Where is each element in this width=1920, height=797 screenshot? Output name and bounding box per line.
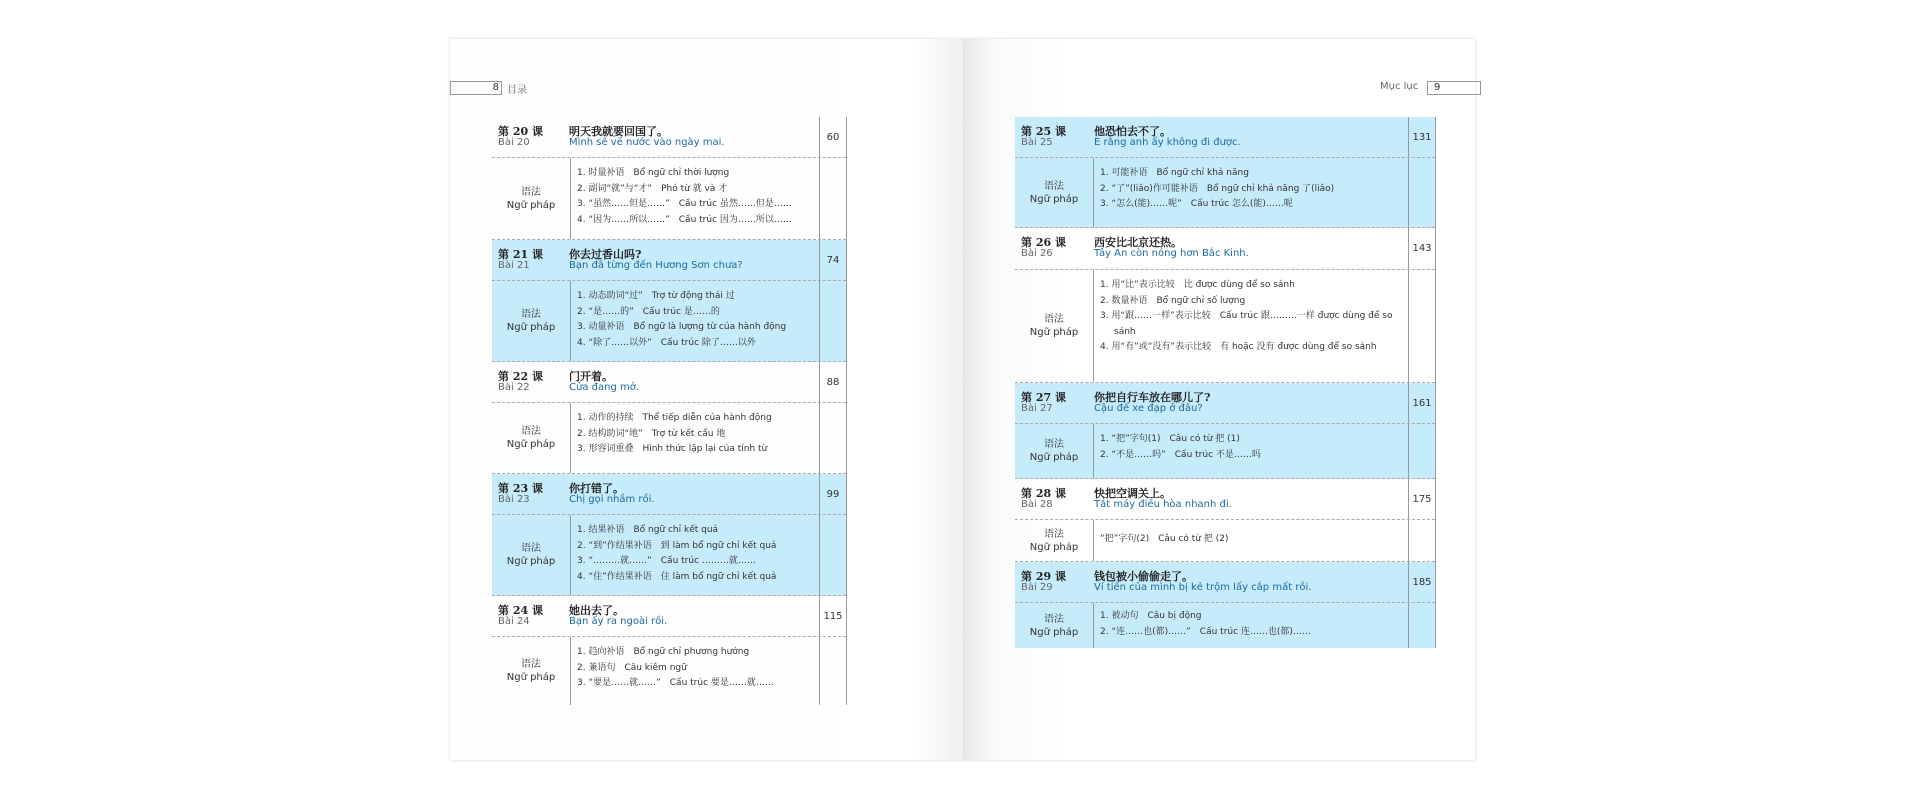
lesson-title-vi: Mình sẽ về nước vào ngày mai. bbox=[569, 137, 725, 148]
grammar-item: 2. “连……也(都)……” Cấu trúc 连……也(都)…… bbox=[1100, 626, 1311, 637]
grammar-item: 2. “到”作结果补语 到 làm bổ ngữ chỉ kết quả bbox=[577, 540, 777, 551]
grammar-item: 1. 动态助词“过” Trợ từ động thái 过 bbox=[577, 291, 735, 301]
grammar-page-cell bbox=[819, 403, 846, 473]
grammar-page-cell bbox=[1408, 520, 1435, 561]
grammar-block bbox=[1015, 270, 1435, 383]
lesson-number-vi: Bài 24 bbox=[498, 616, 530, 627]
lesson-page: 99 bbox=[819, 474, 846, 514]
grammar-page-cell bbox=[1408, 158, 1435, 227]
lesson-title-vi: Cậu để xe đạp ở đâu? bbox=[1094, 403, 1203, 414]
page-header: 目录 bbox=[507, 85, 527, 96]
grammar-list bbox=[1093, 158, 1409, 227]
grammar-label-zh: 语法 bbox=[1044, 528, 1064, 540]
page-number: 8 bbox=[492, 82, 499, 93]
lesson-title: 明天我就要回国了。 bbox=[569, 125, 668, 138]
grammar-label bbox=[1015, 158, 1093, 227]
left-page bbox=[450, 39, 965, 760]
grammar-item: 3. 形容词重叠 Hình thức lặp lại của tính từ bbox=[577, 444, 768, 454]
grammar-list bbox=[570, 403, 820, 473]
grammar-block bbox=[1015, 158, 1435, 228]
grammar-item: 3. “要是……就……” Cấu trúc 要是……就…… bbox=[577, 678, 774, 688]
grammar-label bbox=[1015, 603, 1093, 648]
grammar-item: 2. “是……的” Cấu trúc 是……的 bbox=[577, 306, 720, 317]
lesson-row[interactable] bbox=[1015, 383, 1435, 424]
lesson-row[interactable] bbox=[492, 596, 846, 637]
lesson-row[interactable] bbox=[1015, 117, 1435, 158]
lesson-row[interactable] bbox=[492, 117, 846, 158]
grammar-item: 1. 用“比”表示比较 比 được dùng để so sánh bbox=[1100, 280, 1295, 290]
grammar-item: 4. “除了……以外” Cấu trúc 除了……以外 bbox=[577, 337, 756, 348]
grammar-block bbox=[492, 281, 846, 362]
lesson-number: 第 29 课 bbox=[1021, 570, 1066, 583]
page-number: 9 bbox=[1434, 82, 1441, 93]
grammar-item: “把”字句(2) Câu có từ 把 (2) bbox=[1100, 534, 1229, 544]
grammar-item: 4. “住”作结果补语 住 làm bổ ngữ chỉ kết quả bbox=[577, 571, 777, 582]
grammar-item: 3. 动量补语 Bổ ngữ là lượng từ của hành động bbox=[577, 322, 787, 332]
grammar-list bbox=[1093, 424, 1409, 478]
grammar-item: 2. 数量补语 Bổ ngữ chỉ số lượng bbox=[1100, 295, 1246, 306]
lesson-row[interactable] bbox=[492, 240, 846, 281]
grammar-label bbox=[492, 158, 570, 239]
lesson-title: 快把空调关上。 bbox=[1094, 487, 1171, 500]
grammar-label bbox=[1015, 520, 1093, 561]
grammar-block bbox=[492, 637, 846, 705]
grammar-label-zh: 语法 bbox=[521, 659, 541, 670]
lesson-number: 第 26 课 bbox=[1021, 236, 1066, 249]
grammar-label-vi: Ngữ pháp bbox=[1029, 626, 1079, 638]
grammar-page-cell bbox=[819, 158, 846, 239]
lesson-number: 第 27 课 bbox=[1021, 391, 1066, 404]
lesson-number-vi: Bài 20 bbox=[498, 137, 530, 148]
grammar-label-zh: 语法 bbox=[521, 309, 541, 320]
lesson-page: 60 bbox=[819, 117, 846, 157]
lesson-number: 第 21 课 bbox=[498, 248, 543, 261]
grammar-page-cell bbox=[1408, 270, 1435, 382]
lesson-row[interactable] bbox=[1015, 562, 1435, 603]
grammar-label-vi: Ngữ pháp bbox=[506, 199, 556, 211]
grammar-label-zh: 语法 bbox=[1044, 613, 1064, 625]
grammar-label bbox=[1015, 270, 1093, 382]
grammar-label-vi: Ngữ pháp bbox=[1029, 452, 1079, 463]
lesson-title-vi: Tây An còn nóng hơn Bắc Kinh. bbox=[1094, 248, 1249, 259]
lesson-page: 143 bbox=[1408, 228, 1435, 269]
grammar-item: 4. “因为……所以……” Cấu trúc 因为……所以…… bbox=[577, 214, 792, 225]
grammar-list bbox=[570, 281, 820, 361]
lesson-row[interactable] bbox=[1015, 479, 1435, 520]
grammar-list bbox=[570, 515, 820, 595]
grammar-list bbox=[570, 158, 820, 239]
grammar-item: 1. “把”字句(1) Câu có từ 把 (1) bbox=[1100, 434, 1240, 444]
lesson-page: 115 bbox=[819, 596, 846, 636]
grammar-item: 1. 时量补语 Bổ ngữ chỉ thời lượng bbox=[577, 168, 730, 178]
lesson-title-vi: Bạn đã từng đến Hương Sơn chưa? bbox=[569, 260, 743, 271]
grammar-label-zh: 语法 bbox=[1044, 314, 1064, 325]
lesson-title-vi: Ví tiền của mình bị kẻ trộm lấy cắp mất rồi. bbox=[1094, 582, 1312, 593]
lesson-number-vi: Bài 22 bbox=[498, 382, 530, 393]
lesson-number: 第 20 课 bbox=[498, 125, 543, 138]
grammar-label-vi: Ngữ pháp bbox=[506, 439, 556, 450]
grammar-label bbox=[492, 403, 570, 473]
lesson-row[interactable] bbox=[1015, 228, 1435, 270]
lesson-number-vi: Bài 23 bbox=[498, 494, 530, 505]
grammar-label-vi: Ngữ pháp bbox=[506, 322, 556, 333]
page-number-box bbox=[450, 81, 502, 95]
grammar-item: 2. “了”(liǎo)作可能补语 Bổ ngữ chỉ khả năng 了(liǎo) bbox=[1100, 183, 1335, 194]
grammar-label bbox=[1015, 424, 1093, 478]
lesson-page: 74 bbox=[819, 240, 846, 280]
grammar-label bbox=[492, 281, 570, 361]
grammar-item: 1. 结果补语 Bổ ngữ chỉ kết quả bbox=[577, 525, 719, 535]
grammar-list bbox=[1093, 520, 1409, 561]
lesson-title-vi: E rằng anh ấy không đi được. bbox=[1094, 137, 1241, 148]
grammar-block bbox=[1015, 520, 1435, 562]
lesson-number: 第 25 课 bbox=[1021, 125, 1066, 138]
grammar-label-zh: 语法 bbox=[521, 186, 541, 198]
grammar-item: 1. 被动句 Câu bị động bbox=[1100, 611, 1202, 621]
grammar-label-vi: Ngữ pháp bbox=[1029, 193, 1079, 205]
grammar-block bbox=[492, 158, 846, 240]
lesson-title: 他恐怕去不了。 bbox=[1094, 125, 1171, 138]
lesson-number-vi: Bài 21 bbox=[498, 260, 530, 271]
lesson-page: 88 bbox=[819, 362, 846, 402]
lesson-number-vi: Bài 27 bbox=[1021, 403, 1053, 414]
grammar-label-vi: Ngữ pháp bbox=[1029, 327, 1079, 338]
lesson-page: 161 bbox=[1408, 383, 1435, 423]
grammar-list bbox=[1093, 270, 1409, 382]
grammar-label-zh: 语法 bbox=[521, 543, 541, 554]
lesson-title: 钱包被小偷偷走了。 bbox=[1094, 570, 1193, 583]
lesson-number: 第 28 课 bbox=[1021, 487, 1066, 500]
grammar-block bbox=[492, 403, 846, 474]
grammar-label bbox=[492, 637, 570, 705]
page-header: Mục lục bbox=[1380, 81, 1419, 92]
page-number-box bbox=[1427, 81, 1481, 95]
grammar-label-vi: Ngữ pháp bbox=[506, 672, 556, 683]
lesson-title-vi: Bạn ấy ra ngoài rồi. bbox=[569, 616, 668, 627]
lesson-number: 第 22 课 bbox=[498, 370, 543, 383]
lesson-page: 175 bbox=[1408, 479, 1435, 519]
grammar-item: 2. “不是……吗” Cấu trúc 不是……吗 bbox=[1100, 449, 1261, 460]
lesson-number-vi: Bài 26 bbox=[1021, 248, 1053, 259]
grammar-list bbox=[570, 637, 820, 705]
grammar-item: 4. 用“有”或“没有”表示比较 有 hoặc 没有 được dùng để so sánh bbox=[1100, 342, 1377, 352]
grammar-page-cell bbox=[819, 515, 846, 595]
grammar-label-vi: Ngữ pháp bbox=[1029, 541, 1079, 553]
grammar-page-cell bbox=[1408, 603, 1435, 648]
lesson-page: 131 bbox=[1408, 117, 1435, 157]
lesson-title: 门开着。 bbox=[569, 370, 613, 383]
lesson-title-vi: Cửa đang mở. bbox=[569, 382, 640, 393]
grammar-item: 3. “虽然……但是……” Cấu trúc 虽然……但是…… bbox=[577, 199, 792, 209]
grammar-block bbox=[1015, 603, 1435, 648]
right-page bbox=[965, 39, 1475, 760]
grammar-item: 1. 动作的持续 Thể tiếp diễn của hành động bbox=[577, 413, 772, 423]
grammar-page-cell bbox=[1408, 424, 1435, 478]
grammar-item: 2. 副词“就”与“才” Phó từ 就 và 才 bbox=[577, 183, 728, 194]
grammar-label bbox=[492, 515, 570, 595]
grammar-page-cell bbox=[819, 637, 846, 705]
lesson-title: 你把自行车放在哪儿了? bbox=[1094, 391, 1211, 404]
grammar-label-zh: 语法 bbox=[521, 426, 541, 437]
lesson-title: 你去过香山吗? bbox=[569, 248, 642, 261]
grammar-item: 3. 用“跟……一样”表示比较 Cấu trúc 跟………一样 được dùng để so sánh bbox=[1100, 311, 1393, 337]
toc-table-left bbox=[492, 117, 847, 705]
lesson-number-vi: Bài 28 bbox=[1021, 499, 1053, 510]
lesson-title: 西安比北京还热。 bbox=[1094, 236, 1182, 249]
lesson-row[interactable] bbox=[492, 474, 846, 515]
grammar-block bbox=[492, 515, 846, 596]
lesson-row[interactable] bbox=[492, 362, 846, 403]
grammar-list bbox=[1093, 603, 1409, 648]
lesson-number-vi: Bài 25 bbox=[1021, 137, 1053, 148]
grammar-item: 1. 趋向补语 Bổ ngữ chỉ phương hướng bbox=[577, 647, 750, 657]
grammar-item: 1. 可能补语 Bổ ngữ chỉ khả năng bbox=[1100, 168, 1249, 178]
lesson-number-vi: Bài 29 bbox=[1021, 582, 1053, 593]
lesson-page: 185 bbox=[1408, 562, 1435, 602]
grammar-label-vi: Ngữ pháp bbox=[506, 556, 556, 567]
grammar-block bbox=[1015, 424, 1435, 479]
grammar-item: 2. 兼语句 Câu kiêm ngữ bbox=[577, 662, 687, 673]
grammar-label-zh: 语法 bbox=[1044, 180, 1064, 192]
lesson-title-vi: Chị gọi nhầm rồi. bbox=[569, 494, 655, 505]
lesson-title: 她出去了。 bbox=[569, 604, 624, 617]
grammar-label-zh: 语法 bbox=[1044, 439, 1064, 450]
grammar-item: 3. “怎么(能)……呢” Cấu trúc 怎么(能)……呢 bbox=[1100, 199, 1293, 209]
grammar-item: 2. 结构助词“地” Trợ từ kết cấu 地 bbox=[577, 428, 726, 439]
lesson-title: 你打错了。 bbox=[569, 482, 624, 495]
grammar-page-cell bbox=[819, 281, 846, 361]
lesson-title-vi: Tắt máy điều hòa nhanh đi. bbox=[1094, 499, 1232, 510]
lesson-number: 第 24 课 bbox=[498, 604, 543, 617]
toc-table-right bbox=[1015, 117, 1436, 648]
lesson-number: 第 23 课 bbox=[498, 482, 543, 495]
grammar-item: 3. “………就……” Cấu trúc ………就…… bbox=[577, 556, 756, 566]
